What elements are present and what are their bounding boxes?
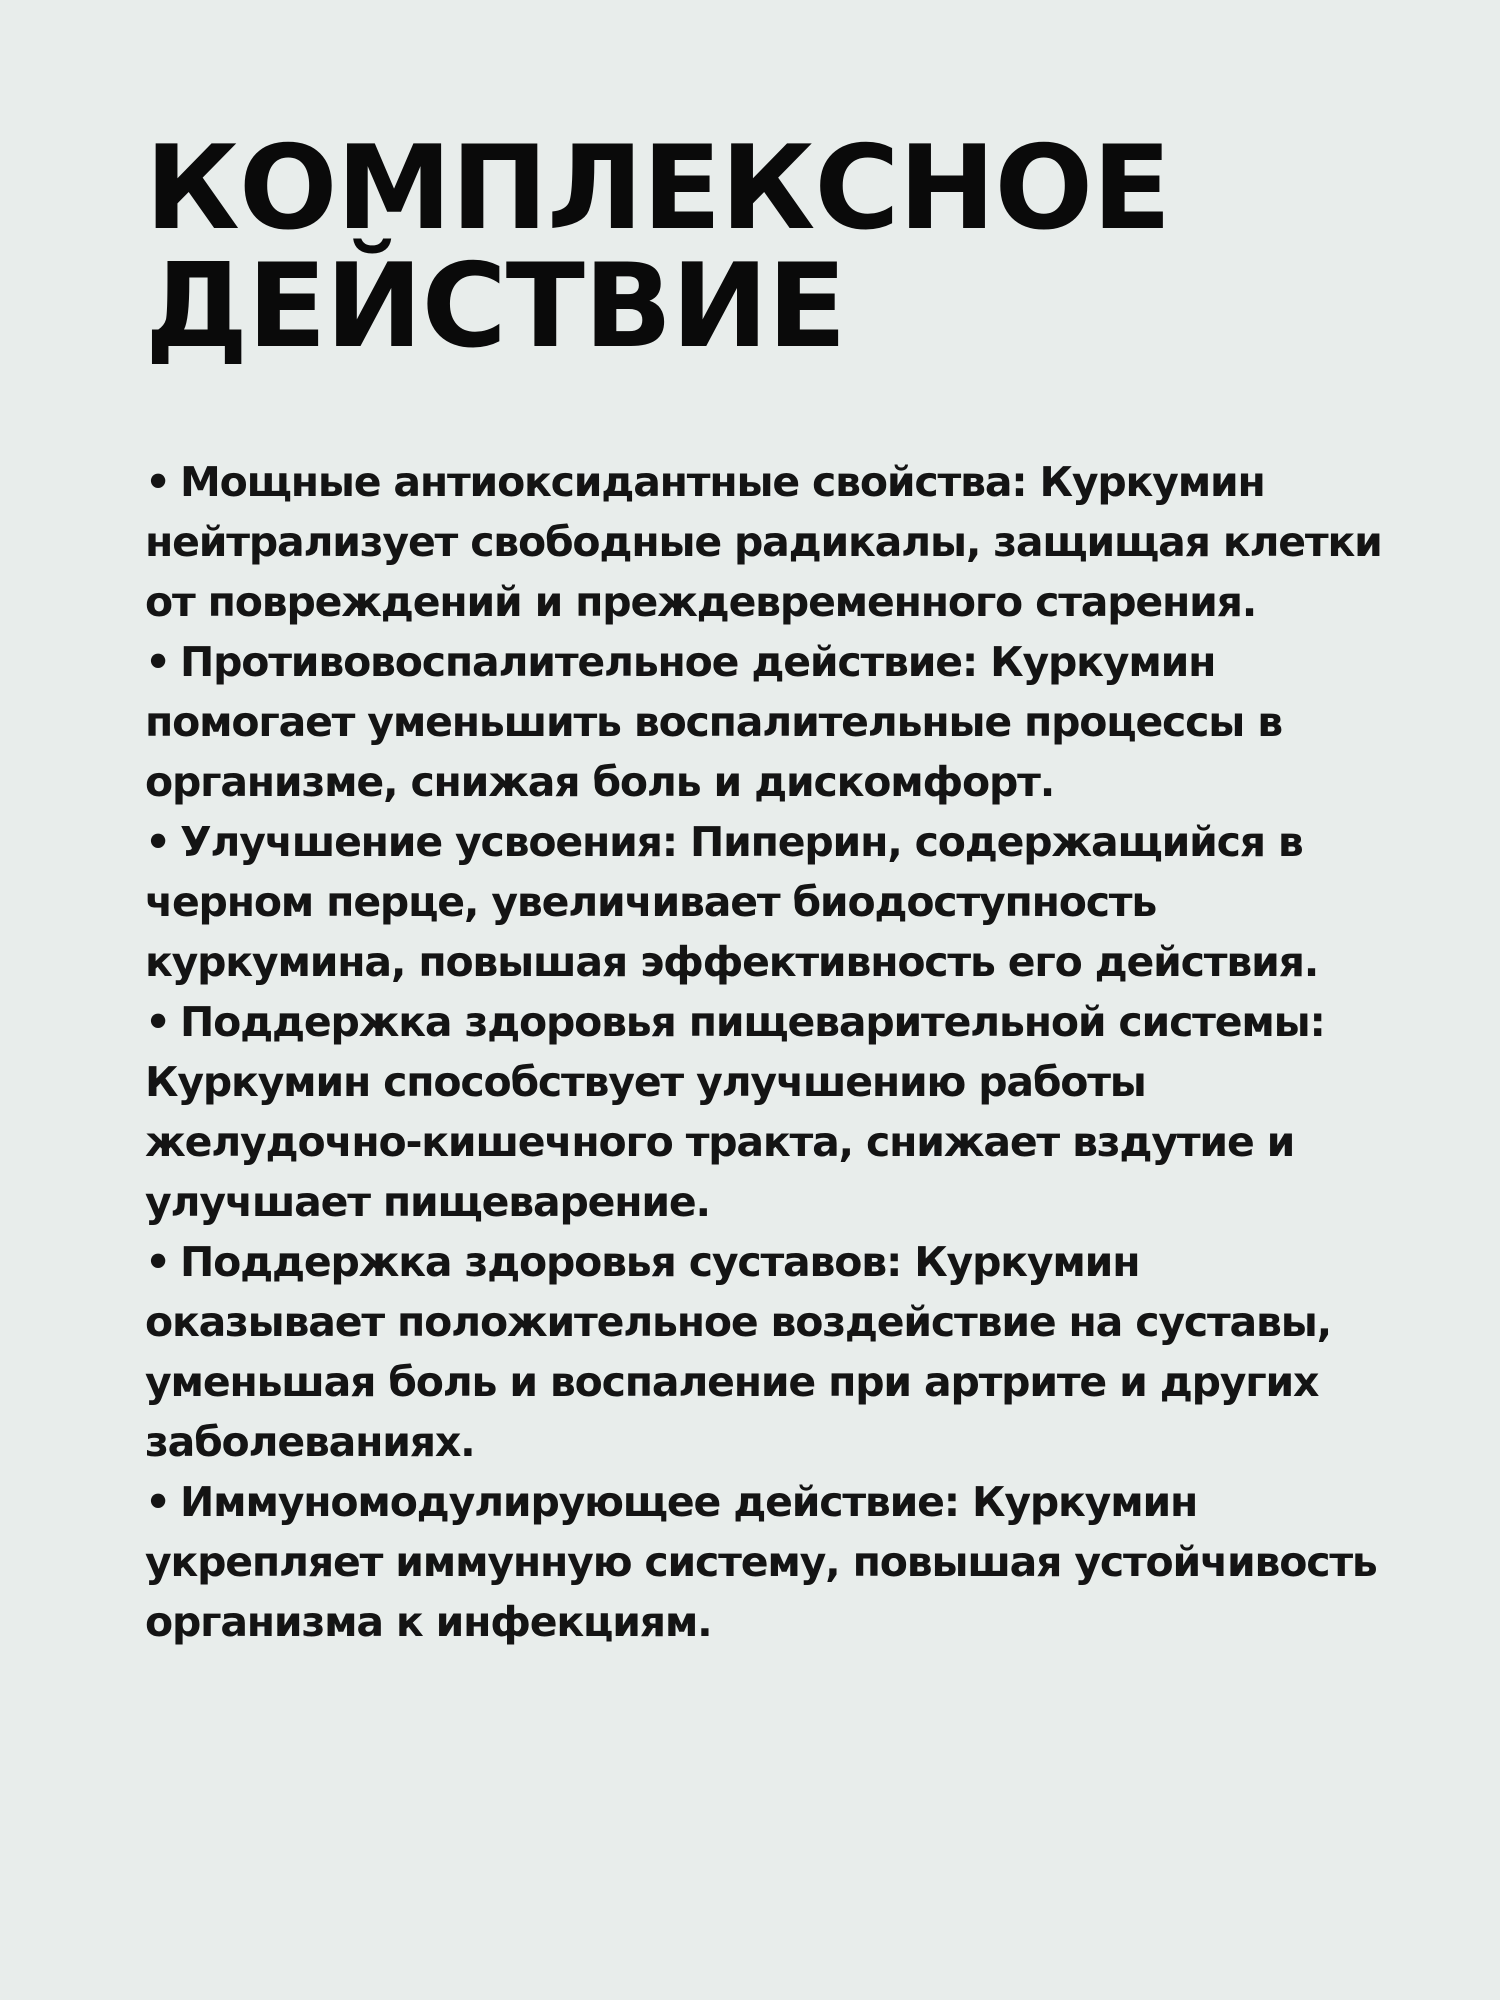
page-title xyxy=(145,121,1385,374)
bullet-icon: • xyxy=(145,1238,171,1286)
bullet-icon: • xyxy=(145,1478,171,1526)
benefit-immune xyxy=(145,1472,1385,1652)
document-page xyxy=(145,121,1385,1652)
bullet-icon: • xyxy=(145,818,171,866)
bullet-icon: • xyxy=(145,458,171,506)
benefit-anti-inflammatory xyxy=(145,632,1385,812)
bullet-icon: • xyxy=(145,638,171,686)
benefit-text: Улучшение усвоения: Пиперин, содержащийся в черном перце, увеличивает биодоступность куркумина, повышая эффективность его действия. xyxy=(145,818,1319,986)
benefit-text: Мощные антиоксидантные свойства: Куркумин нейтрализует свободные радикалы, защищая клетки от повреждений и преждевременного старения. xyxy=(145,458,1382,626)
bullet-icon: • xyxy=(145,998,171,1046)
benefit-text: Поддержка здоровья пищеварительной системы: Куркумин способствует улучшению работы желудочно-кишечного тракта, снижает вздутие и улучшает пищеварение. xyxy=(145,998,1325,1226)
title-line-1: КОМПЛЕКСНОЕ xyxy=(145,121,1171,256)
benefit-digestive xyxy=(145,992,1385,1232)
title-line-2: ДЕЙСТВИЕ xyxy=(145,239,846,374)
benefit-text: Поддержка здоровья суставов: Куркумин оказывает положительное воздействие на суставы, уменьшая боль и воспаление при артрите и других заболеваниях. xyxy=(145,1238,1331,1466)
benefit-joints xyxy=(145,1232,1385,1472)
benefit-antioxidant xyxy=(145,452,1385,632)
benefit-absorption xyxy=(145,812,1385,992)
benefit-text: Противовоспалительное действие: Куркумин помогает уменьшить воспалительные процессы в организме, снижая боль и дискомфорт. xyxy=(145,638,1282,806)
benefit-text: Иммуномодулирующее действие: Куркумин укрепляет иммунную систему, повышая устойчивость организма к инфекциям. xyxy=(145,1478,1377,1646)
benefits-list xyxy=(145,452,1385,1652)
